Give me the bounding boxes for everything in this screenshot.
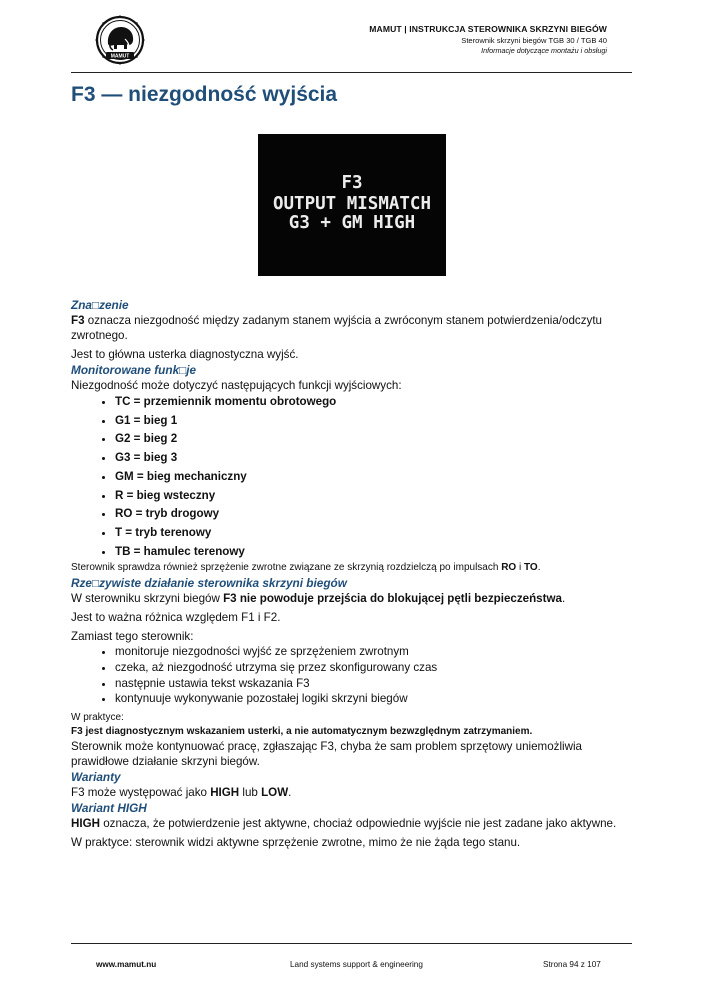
list-item: • G1 = bieg 1 <box>115 412 631 431</box>
display-line-1: F3 <box>341 173 363 193</box>
footer-divider <box>71 943 632 944</box>
practice-bold-statement: F3 jest diagnostycznym wskazaniem usterki, a nie automatycznym bezwzględnym zatrzymaniem. <box>71 725 533 737</box>
section-heading-znaczenie: Zna□zenie <box>71 298 129 312</box>
section-heading-wariant-high: Wariant HIGH <box>71 800 147 815</box>
note-bold-to: TO <box>523 562 538 574</box>
note-bold-ro: RO <box>501 562 517 574</box>
paragraph: Jest to ważna różnica względem F1 i F2. <box>71 611 281 625</box>
output-functions-list <box>71 393 631 561</box>
paragraph <box>71 816 631 831</box>
paragraph-text: oznacza, że potwierdzenie jest aktywne, chociaż odpowiednie wyjście nie jest zadane jako aktywne. <box>99 816 617 830</box>
paragraph: Zamiast tego sterownik: <box>71 630 194 644</box>
practice-label: W praktyce: <box>71 711 124 723</box>
page-title: F3 — niezgodność wyjścia <box>71 83 338 106</box>
list-item: • TC = przemiennik momentu obrotowego <box>115 393 631 412</box>
note-text: . <box>537 562 541 574</box>
variant-high: HIGH <box>210 785 240 799</box>
controller-actions-list <box>71 644 631 706</box>
paragraph-bold: F3 nie powoduje przejścia do blokującej pętli bezpieczeństwa <box>223 592 562 606</box>
list-item: • czeka, aż niezgodność utrzyma się przez skonfigurowany czas <box>115 660 631 676</box>
footer-page-number: Strona 94 z 107 <box>543 960 601 969</box>
header-subtitle: Sterownik skrzyni biegów TGB 30 / TGB 40 <box>461 36 607 45</box>
footer-center-text: Land systems support & engineering <box>290 960 423 969</box>
paragraph: Niezgodność może dotyczyć następujących funkcji wyjściowych: <box>71 379 402 392</box>
paragraph: Jest to główna usterka diagnostyczna wyjść. <box>71 348 299 361</box>
logo-lettering: MAMUT <box>110 53 130 60</box>
paragraph: W praktyce: sterownik widzi aktywne sprzężenie zwrotne, mimo że nie żąda tego stanu. <box>71 835 521 849</box>
display-line-3: G3 + GM HIGH <box>288 213 416 233</box>
list-item: • T = tryb terenowy <box>115 524 631 543</box>
header-note: Informacje dotyczące montażu i obsługi <box>481 46 607 55</box>
paragraph <box>71 785 631 800</box>
section-heading-warianty: Warianty <box>71 769 121 784</box>
main-content <box>71 297 631 850</box>
display-screenshot <box>258 134 446 276</box>
variant-low: LOW <box>261 785 289 799</box>
list-item: • G2 = bieg 2 <box>115 430 631 449</box>
list-item: • R = bieg wsteczny <box>115 487 631 506</box>
paragraph <box>71 591 631 606</box>
list-item: • GM = bieg mechaniczny <box>115 468 631 487</box>
paragraph-bold: HIGH <box>71 816 100 830</box>
mamut-logo <box>95 15 145 65</box>
list-item: • monitoruje niezgodności wyjść ze sprzężeniem zwrotnym <box>115 644 631 660</box>
paragraph-text: . <box>288 785 292 799</box>
list-item: • kontynuuje wykonywanie pozostałej logiki skrzyni biegów <box>115 691 631 707</box>
paragraph-text: lub <box>239 785 262 799</box>
note-text: Sterownik sprawdza również sprzężenie zwrotne związane ze skrzynią rozdzielczą po impulsach <box>71 562 502 574</box>
paragraph-text: oznacza niezgodność między zadanym stanem wyjścia a zwróconym stanem potwierdzenia/odczytu zwrotnego. <box>71 314 602 342</box>
code-f3: F3 <box>71 314 85 327</box>
page-header <box>369 24 607 55</box>
transfer-case-note <box>71 561 631 575</box>
paragraph-text: F3 może występować jako <box>71 785 211 799</box>
section-heading-dzialanie: Rze□zywiste działanie sterownika skrzyni biegów <box>71 576 347 591</box>
header-title: MAMUT | INSTRUKCJA STEROWNIKA SKRZYNI BIEGÓW <box>369 24 607 34</box>
paragraph: Sterownik może kontynuować pracę, zgłaszając F3, chyba że sam problem sprzętowy uniemożliwia prawidłowe działanie skrzyni biegów. <box>71 739 582 768</box>
header-divider <box>71 72 632 73</box>
list-item: • RO = tryb drogowy <box>115 505 631 524</box>
display-screen <box>258 134 446 276</box>
footer-website-link[interactable]: www.mamut.nu <box>96 960 157 969</box>
note-text: i <box>516 562 524 574</box>
section-heading-monitorowane: Monitorowane funk□je <box>71 363 197 377</box>
list-item: • G3 = bieg 3 <box>115 449 631 468</box>
paragraph <box>71 313 631 343</box>
list-item: • następnie ustawia tekst wskazania F3 <box>115 676 631 692</box>
mammoth-logo-icon <box>95 15 145 65</box>
paragraph-text: W sterowniku skrzyni biegów <box>71 592 224 606</box>
list-item: • TB = hamulec terenowy <box>115 543 631 562</box>
display-line-2: OUTPUT MISMATCH <box>272 194 432 214</box>
paragraph-text: . <box>561 592 566 606</box>
